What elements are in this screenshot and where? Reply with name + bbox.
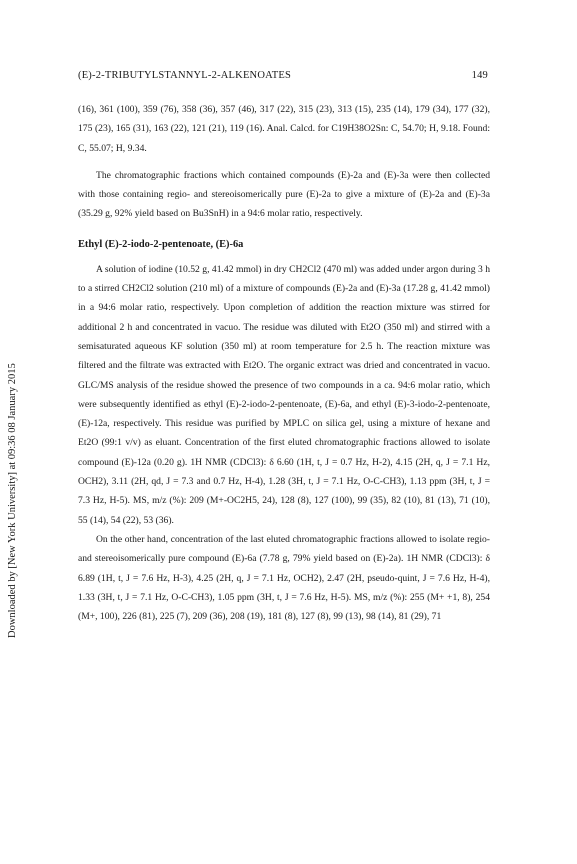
- page-body: [78, 100, 490, 626]
- running-header: [78, 70, 488, 81]
- page-number: 149: [471, 70, 488, 81]
- paragraph-chromatographic-fractions: The chromatographic fractions which contained compounds (E)-2a and (E)-3a were then collected with those containing regio- and stereoisomerically pure (E)-2a to give a mixture of (E)-2a and (E)-3a (35.29 g, 92% yield based on Bu3SnH) in a 94:6 molar ratio, respectively.: [78, 169, 490, 220]
- download-notice: Downloaded by [New York University] at 09:36 08 January 2015: [7, 363, 18, 638]
- paragraph-iodination-procedure: A solution of iodine (10.52 g, 41.42 mmol) in dry CH2Cl2 (470 ml) was added under argon during 3 h to a stirred CH2Cl2 solution (210 ml) of a mixture of compounds (E)-2a and (E)-3a (17.28 g, 41.42 mmol) in a 94:6 molar ratio, respectively. Upon completion of addition the reaction mixture was stirred for additional 2 h and concentrated in vacuo. The residue was diluted with Et2O (350 ml) and stirred with a semisaturated aqueous KF solution (350 ml) at room temperature for 2.5 h. The reaction mixture was filtered and the filtrate was extracted with Et2O. The organic extract was dried and concentrated in vacuo. GLC/MS analysis of the residue showed the presence of two compounds in a ca. 94:6 molar ratio, which were subsequently identified as ethyl (E)-2-iodo-2-pentenoate, (E)-6a, and ethyl (E)-3-iodo-2-pentenoate, (E)-12a, respectively. This residue was purified by MPLC on silica gel, using a mixture of hexane and Et2O (99:1 v/v) as eluant. Concentration of the first eluted chromatographic fractions allowed to isolate compound (E)-12a (0.20 g). 1H NMR (CDCl3): δ 6.60 (1H, t, J = 0.7 Hz, H-2), 4.15 (2H, q, J = 7.1 Hz, OCH2), 3.11 (2H, qd, J = 7.3 and 0.7 Hz, H-4), 1.28 (3H, t, J = 7.1 Hz, O-C-CH3), 1.13 ppm (3H, t, J = 7.3 Hz, H-5). MS, m/z (%): 209 (M+-OC2H5, 24), 128 (8), 127 (100), 99 (35), 82 (10), 81 (13), 71 (10), 55 (14), 54 (22), 53 (36).: [78, 263, 490, 526]
- running-head-title: (E)-2-TRIBUTYLSTANNYL-2-ALKENOATES: [78, 70, 292, 81]
- paragraph-gap: [78, 158, 490, 166]
- paragraph-mass-spec-continued: (16), 361 (100), 359 (76), 358 (36), 357 (46), 317 (22), 315 (23), 313 (15), 235 (14), 179 (34), 177 (32), 175 (23), 165 (31), 163 (22), 121 (21), 119 (16). Anal. Calcd. for C19H38O2Sn: C, 54.70; H, 9.18. Found: C, 55.07; H, 9.34.: [78, 104, 490, 154]
- paragraph-last-fractions: On the other hand, concentration of the last eluted chromatographic fractions allowed to isolate regio- and stereoisomerically pure compound (E)-6a (7.78 g, 79% yield based on (E)-2a). 1H NMR (CDCl3): δ 6.89 (1H, t, J = 7.6 Hz, H-3), 4.25 (2H, q, J = 7.1 Hz, OCH2), 2.47 (2H, pseudo-quint, J = 7.6 Hz, H-4), 1.33 (3H, t, J = 7.1 Hz, O-C-CH3), 1.05 ppm (3H, t, J = 7.6 Hz, H-5). MS, m/z (%): 255 (M+ +1, 8), 254 (M+, 100), 226 (81), 225 (7), 209 (36), 208 (19), 181 (8), 127 (8), 99 (13), 98 (14), 81 (29), 71: [78, 533, 490, 623]
- section-title: Ethyl (E)-2-iodo-2-pentenoate, (E)-6a: [78, 238, 244, 250]
